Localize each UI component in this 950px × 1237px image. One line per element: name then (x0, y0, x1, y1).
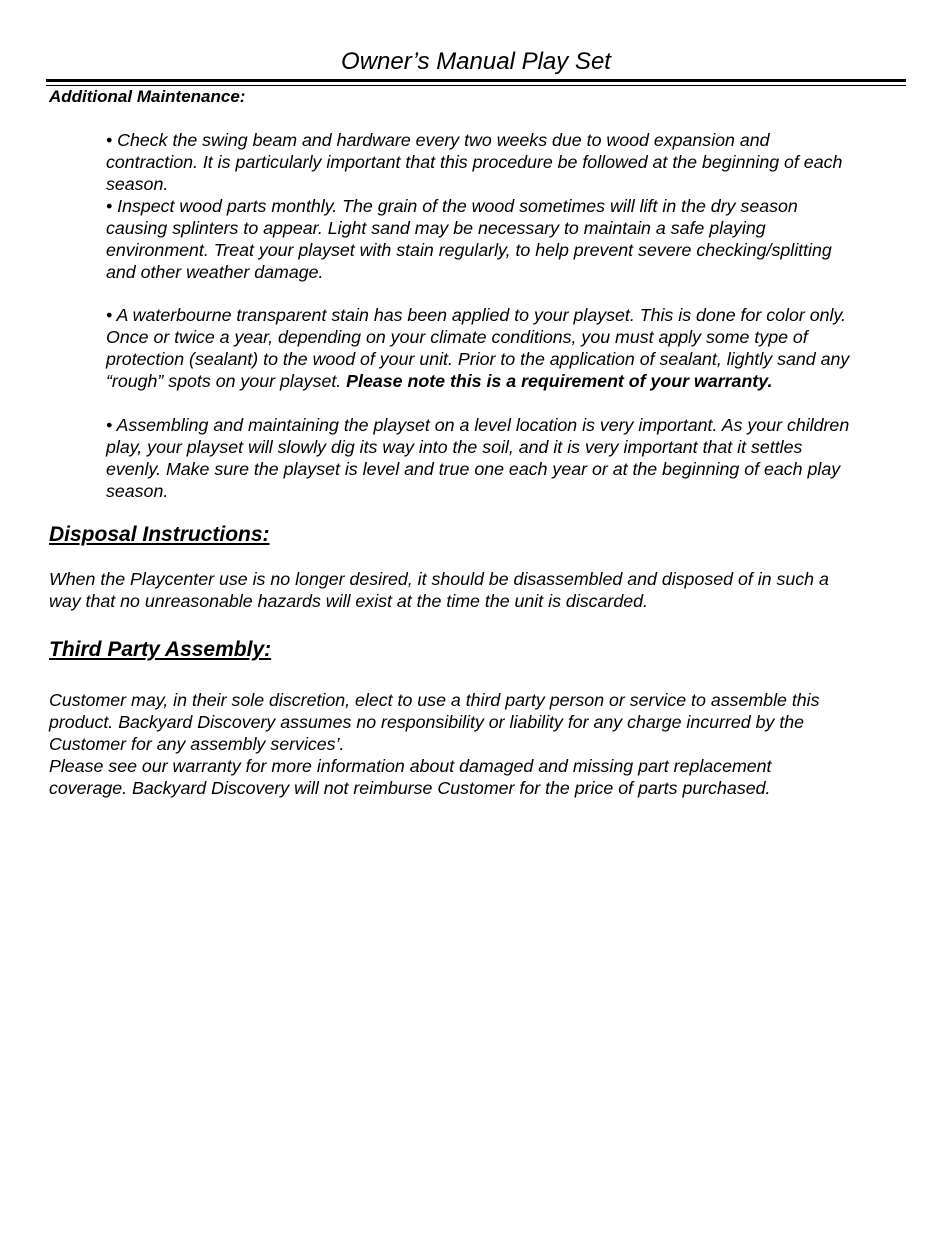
text-line: play, your playset will slowly dig its way into the soil, and it is very important that it settles (106, 437, 803, 457)
text-segment: “rough” spots on your playset. (106, 371, 347, 391)
text-line: protection (sealant) to the wood of your unit. Prior to the application of sealant, lightly sand any (106, 349, 850, 369)
text-line: environment. Treat your playset with stain regularly, to help prevent severe checking/splitting (106, 240, 832, 260)
disposal-instructions-text (49, 568, 909, 612)
text-line: Please see our warranty for more information about damaged and missing part replacement (49, 756, 772, 776)
text-line: season. (106, 174, 169, 194)
text-line: When the Playcenter use is no longer desired, it should be disassembled and disposed of in such a (49, 569, 829, 589)
third-party-assembly-heading: Third Party Assembly: (49, 638, 272, 661)
disposal-instructions-heading: Disposal Instructions: (49, 523, 270, 546)
text-line: evenly. Make sure the playset is level and true one each year or at the beginning of each play (106, 459, 841, 479)
text-line: product. Backyard Discovery assumes no responsibility or liability for any charge incurred by the (49, 712, 805, 732)
maintenance-bullet-swing-beam (106, 129, 906, 195)
text-line: • A waterbourne transparent stain has been applied to your playset. This is done for color only. (106, 305, 846, 325)
warranty-requirement-note: Please note this is a requirement of your warranty. (346, 371, 773, 391)
additional-maintenance-label: Additional Maintenance: (49, 87, 246, 106)
text-line: Customer may, in their sole discretion, elect to use a third party person or service to assemble this (49, 690, 820, 710)
text-line: • Check the swing beam and hardware every two weeks due to wood expansion and (106, 130, 770, 150)
title-divider (46, 79, 906, 86)
maintenance-bullet-inspect-wood (106, 195, 906, 283)
text-line: coverage. Backyard Discovery will not reimburse Customer for the price of parts purchased. (49, 778, 771, 798)
text-line: season. (106, 481, 169, 501)
text-line: Customer for any assembly services’. (49, 734, 345, 754)
text-line (106, 370, 906, 392)
text-line: and other weather damage. (106, 262, 324, 282)
page-title: Owner’s Manual Play Set (341, 48, 611, 75)
maintenance-bullet-stain-sealant (106, 304, 906, 392)
text-line: causing splinters to appear. Light sand may be necessary to maintain a safe playing (106, 218, 766, 238)
text-line: Once or twice a year, depending on your climate conditions, you must apply some type of (106, 327, 808, 347)
text-line: way that no unreasonable hazards will exist at the time the unit is discarded. (49, 591, 648, 611)
text-line: • Inspect wood parts monthly. The grain of the wood sometimes will lift in the dry season (106, 196, 798, 216)
third-party-assembly-text (49, 689, 909, 799)
text-line: contraction. It is particularly important that this procedure be followed at the beginning of each (106, 152, 843, 172)
maintenance-bullet-level-location (106, 414, 906, 502)
text-line: • Assembling and maintaining the playset on a level location is very important. As your children (106, 415, 850, 435)
